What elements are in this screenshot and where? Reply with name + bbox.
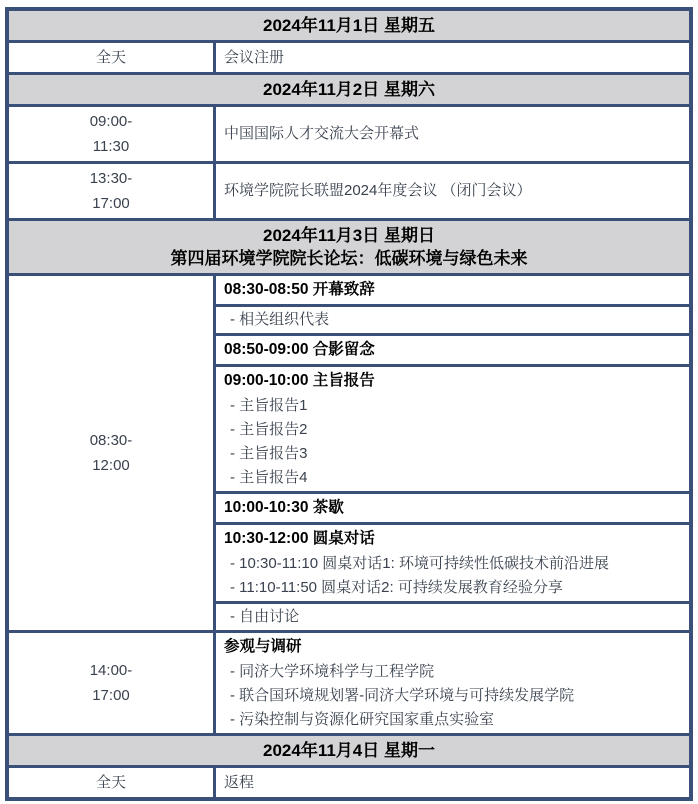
schedule-line-bullet: - 同济大学环境科学与工程学院 <box>230 663 435 680</box>
schedule-line-plain: 环境学院院长联盟2024年度会议 （闭门会议） <box>224 182 532 199</box>
content-cell <box>216 768 689 797</box>
time-cell <box>9 43 216 72</box>
schedule-line-bullet: - 11:10-11:50 圆桌对话2: 可持续发展教育经验分享 <box>230 579 563 596</box>
time-cell <box>9 164 216 218</box>
content-sub-cell <box>216 633 689 733</box>
schedule-line-plain: 返程 <box>224 773 255 791</box>
schedule-line-bullet: - 主旨报告1 <box>230 397 308 414</box>
content-sub-cell <box>216 164 689 218</box>
content-cell <box>216 107 689 161</box>
schedule-line-heading: 10:30-12:00 圆桌对话 <box>224 530 375 547</box>
schedule-row <box>9 765 689 797</box>
schedule-line-heading: 08:50-09:00 合影留念 <box>224 341 375 358</box>
schedule-line-bullet: - 主旨报告4 <box>230 469 308 486</box>
content-cell <box>216 633 689 733</box>
day-header <box>9 11 689 40</box>
schedule-row <box>9 630 689 733</box>
content-sub-cell <box>216 601 689 630</box>
schedule-line-bullet: - 10:30-11:10 圆桌对话1: 环境可持续性低碳技术前沿进展 <box>230 555 609 572</box>
time-cell <box>9 768 216 797</box>
time-line: 全天 <box>95 774 126 791</box>
schedule-line-bullet: - 自由讨论 <box>230 608 300 625</box>
time-line: 17:00 <box>92 195 130 212</box>
schedule-row <box>9 161 689 218</box>
schedule-line-heading: 参观与调研 <box>224 638 302 655</box>
content-cell <box>216 164 689 218</box>
content-sub-cell <box>216 276 689 304</box>
schedule-line-heading: 10:00-10:30 茶歇 <box>224 499 344 516</box>
schedule-line-bullet: - 主旨报告3 <box>230 445 308 462</box>
time-line: 12:00 <box>92 457 130 474</box>
day-header <box>9 733 689 765</box>
time-line: 全天 <box>95 49 126 66</box>
schedule-line-bullet: - 相关组织代表 <box>230 311 330 328</box>
schedule-line-bullet: - 联合国环境规划署-同济大学环境与可持续发展学院 <box>230 687 575 704</box>
schedule-line-heading: 09:00-10:00 主旨报告 <box>224 372 375 389</box>
content-sub-cell <box>216 43 689 72</box>
time-line: 09:00- <box>89 113 133 130</box>
content-sub-cell <box>216 304 689 333</box>
time-cell <box>9 276 216 630</box>
schedule-line-bullet: - 主旨报告2 <box>230 421 308 438</box>
day-header <box>9 72 689 104</box>
time-line: 17:00 <box>92 687 130 704</box>
content-sub-cell <box>216 107 689 161</box>
time-cell <box>9 107 216 161</box>
content-sub-cell <box>216 522 689 601</box>
schedule-line-heading: 08:30-08:50 开幕致辞 <box>224 281 375 298</box>
content-cell <box>216 276 689 630</box>
time-line: 11:30 <box>92 138 130 155</box>
content-sub-cell <box>216 768 689 797</box>
content-cell <box>216 43 689 72</box>
schedule-table <box>5 7 693 801</box>
day-header-line: 2024年11月1日 星期五 <box>263 16 435 35</box>
day-header <box>9 218 689 273</box>
day-header-line: 2024年11月3日 星期日 <box>263 226 435 245</box>
content-sub-cell <box>216 333 689 364</box>
content-sub-cell <box>216 364 689 491</box>
day-header-line: 2024年11月2日 星期六 <box>263 80 435 99</box>
schedule-line-plain: 中国国际人才交流大会开幕式 <box>224 125 420 142</box>
time-line: 08:30- <box>89 432 133 449</box>
schedule-row <box>9 104 689 161</box>
schedule-row <box>9 40 689 72</box>
time-line: 14:00- <box>89 662 133 679</box>
schedule-line-bullet: - 污染控制与资源化研究国家重点实验室 <box>230 711 495 728</box>
time-line: 13:30- <box>89 170 133 187</box>
day-header-line: 2024年11月4日 星期一 <box>263 741 435 760</box>
day-header-line: 第四届环境学院院长论坛：低碳环境与绿色未来 <box>170 249 528 268</box>
schedule-line-plain: 会议注册 <box>224 48 285 66</box>
content-sub-cell <box>216 491 689 522</box>
time-cell <box>9 633 216 733</box>
schedule-row <box>9 273 689 630</box>
